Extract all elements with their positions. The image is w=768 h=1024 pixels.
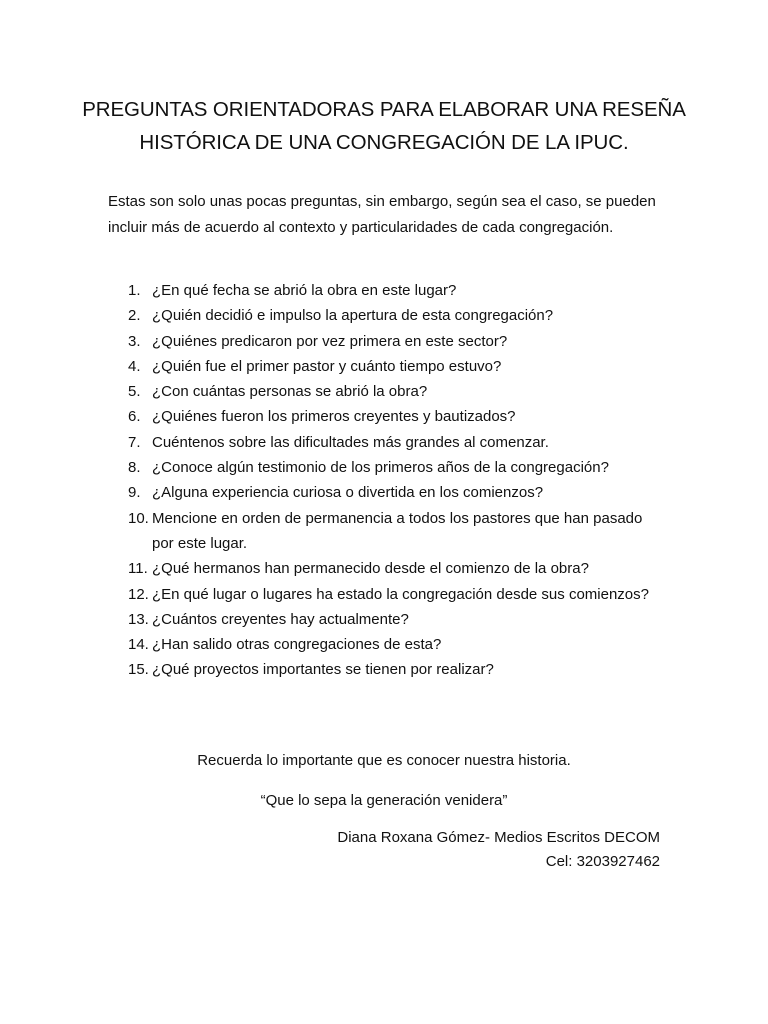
question-text: ¿Quién fue el primer pastor y cuánto tiempo estuvo? <box>152 357 502 375</box>
question-number: 10. <box>128 509 149 527</box>
question-list <box>128 278 668 683</box>
title-line-1: PREGUNTAS ORIENTADORAS PARA ELABORAR UNA RESEÑA <box>82 98 686 121</box>
question-number: 14. <box>128 636 149 654</box>
question-item <box>128 632 668 657</box>
closing-line: Recuerda lo importante que es conocer nuestra historia. <box>197 752 571 769</box>
question-number: 1. <box>128 282 141 299</box>
signature-name: Diana Roxana Gómez- Medios Escritos DECOM <box>337 829 660 846</box>
question-text: ¿Cuántos creyentes hay actualmente? <box>152 610 409 628</box>
document-title <box>60 93 708 159</box>
question-number: 15. <box>128 661 149 679</box>
question-item <box>128 354 668 379</box>
question-number: 8. <box>128 459 141 477</box>
question-number: 3. <box>128 332 141 350</box>
question-number: 6. <box>128 408 141 426</box>
question-item <box>128 455 668 480</box>
question-number: 9. <box>128 484 141 502</box>
signature-block <box>337 826 660 874</box>
question-number: 11. <box>128 560 148 578</box>
question-text: ¿Qué hermanos han permanecido desde el comienzo de la obra? <box>152 560 589 578</box>
question-text: ¿Quiénes predicaron por vez primera en este sector? <box>152 332 508 350</box>
question-number: 7. <box>128 433 141 451</box>
question-number: 2. <box>128 307 141 325</box>
question-number: 5. <box>128 383 141 401</box>
question-item <box>128 556 668 581</box>
title-line-2: HISTÓRICA DE UNA CONGREGACIÓN DE LA IPUC. <box>139 131 629 154</box>
question-number: 4. <box>128 357 141 375</box>
quote-line: “Que lo sepa la generación venidera” <box>260 792 508 809</box>
question-text: Cuéntenos sobre las dificultades más grandes al comenzar. <box>152 433 549 451</box>
question-item <box>128 480 668 505</box>
question-item <box>128 303 668 328</box>
question-item <box>128 607 668 632</box>
question-number: 12. <box>128 585 149 603</box>
question-text: Mencione en orden de permanencia a todos los pastores que han pasado por este lugar. <box>152 509 643 552</box>
intro-paragraph: Estas son solo unas pocas preguntas, sin embargo, según sea el caso, se pueden incluir más de acuerdo al contexto y particularidades de cada congregación. <box>108 193 656 236</box>
question-item <box>128 404 668 429</box>
question-text: ¿Alguna experiencia curiosa o divertida en los comienzos? <box>152 484 544 502</box>
question-text: ¿Han salido otras congregaciones de esta? <box>152 636 442 654</box>
question-item <box>128 430 668 455</box>
question-item <box>128 379 668 404</box>
question-text: ¿Quién decidió e impulso la apertura de esta congregación? <box>152 307 554 325</box>
question-item <box>128 582 668 607</box>
question-item <box>128 657 668 682</box>
question-item <box>128 506 668 557</box>
question-text: ¿Quiénes fueron los primeros creyentes y bautizados? <box>152 408 516 426</box>
signature-phone: Cel: 3203927462 <box>545 853 660 870</box>
question-text: ¿En qué lugar o lugares ha estado la congregación desde sus comienzos? <box>152 585 649 603</box>
question-text: ¿En qué fecha se abrió la obra en este lugar? <box>152 282 457 299</box>
question-number: 13. <box>128 610 149 628</box>
question-text: ¿Qué proyectos importantes se tienen por realizar? <box>152 661 494 679</box>
question-item <box>128 278 668 303</box>
question-text: ¿Conoce algún testimonio de los primeros años de la congregación? <box>152 459 609 477</box>
question-text: ¿Con cuántas personas se abrió la obra? <box>152 383 428 401</box>
question-item <box>128 329 668 354</box>
